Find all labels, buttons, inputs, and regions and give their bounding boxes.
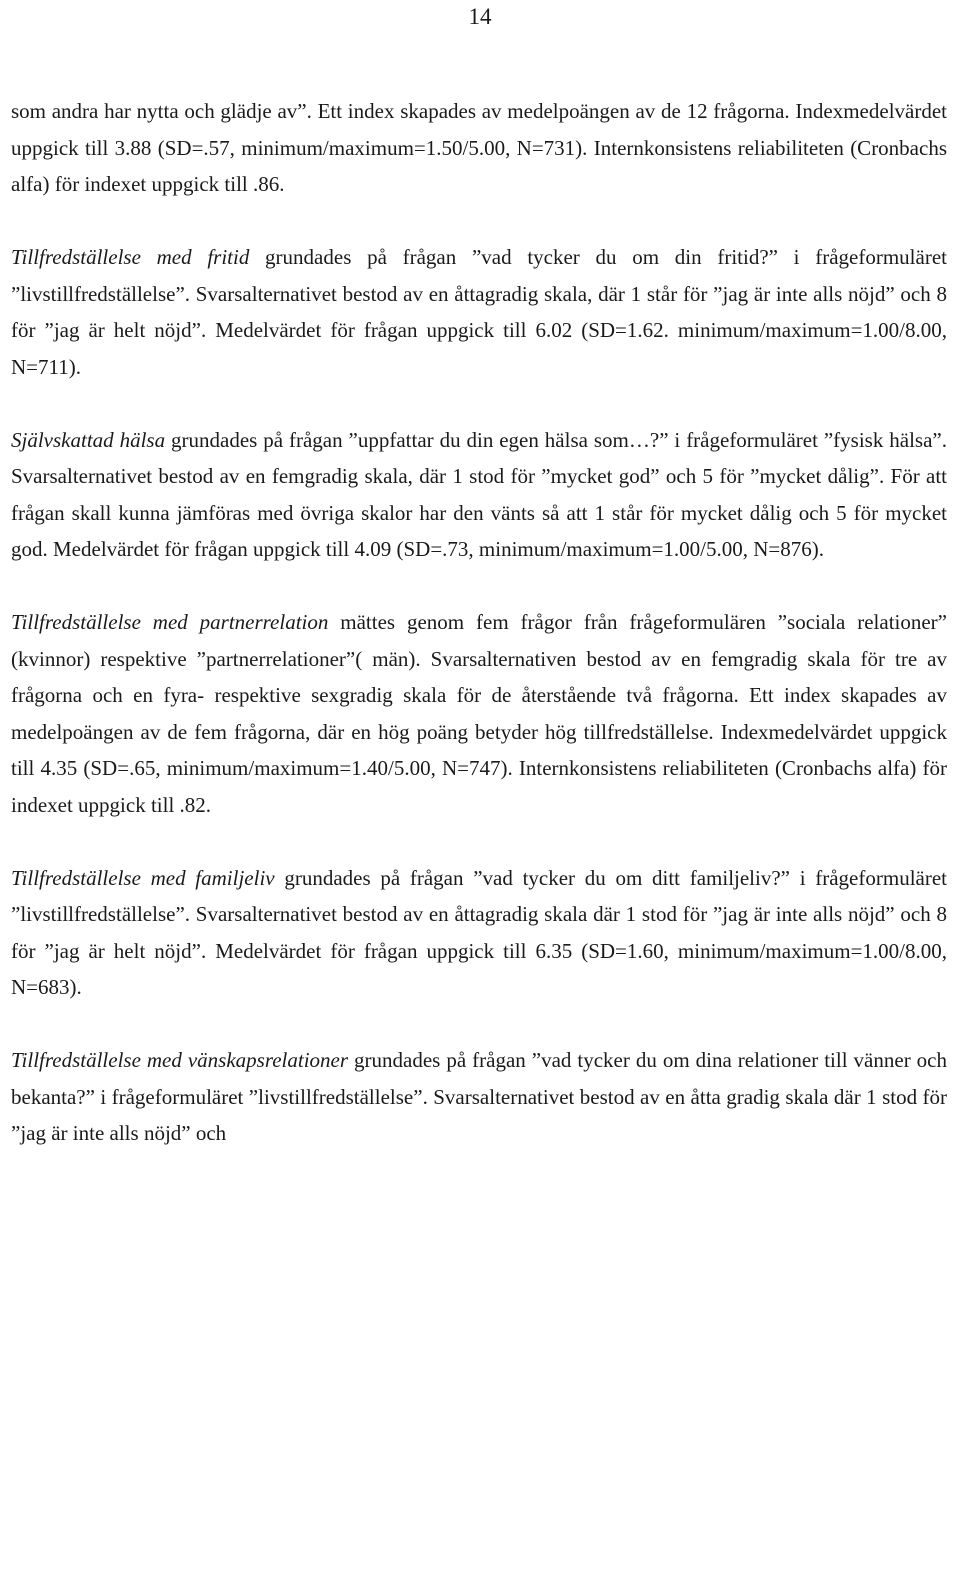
paragraph-gap <box>11 823 947 860</box>
paragraph-partnerrelation <box>11 604 947 823</box>
paragraph-text: som andra har nytta och glädje av”. Ett index skapades av medelpoängen av de 12 frågorna. Indexmedelvärdet uppgick till 3.88 (SD=.57, minimum/maximum=1.50/5.00, N=731). Internkonsistens reliabiliteten (Cronbachs alfa) för indexet uppgick till .86. <box>11 99 947 196</box>
paragraph-text: grundades på frågan ”vad tycker du om ditt familjeliv?” i frågeformuläret ”livstillfredställelse”. Svarsalternativet bestod av en åttagradig skala där 1 stod för ”jag är inte alls nöjd” och 8 för ”jag är helt nöjd”. Medelvärdet för frågan uppgick till 6.35 (SD=1.60, minimum/maximum=1.00/8.00, N=683). <box>11 865 948 999</box>
paragraph-vanskapsrelationer <box>11 1042 947 1152</box>
paragraph-familjeliv <box>11 860 947 1006</box>
paragraph-lead-term: Tillfredställelse med vänskapsrelationer <box>11 1048 349 1072</box>
paragraph-fritid <box>11 239 947 385</box>
paragraph-text: grundades på frågan ”vad tycker du om dina relationer till vänner och bekanta?” i frågeformuläret ”livstillfredställelse”. Svarsalternativet bestod av en åtta gradig skala där 1 stod för ”jag är inte alls nöjd” och <box>11 1048 947 1145</box>
paragraph-gap <box>11 385 947 422</box>
paragraph-lead-term: Tillfredställelse med familjeliv <box>11 865 275 890</box>
paragraph-gap <box>11 1006 947 1043</box>
paragraph-lead-term: Självskattad hälsa <box>11 427 166 452</box>
paragraph-lead-term: Tillfredställelse med partnerrelation <box>11 610 329 634</box>
paragraph-text: grundades på frågan ”vad tycker du om din fritid?” i frågeformuläret ”livstillfredställelse”. Svarsalternativet bestod av en åttagradig skala, där 1 står för ”jag är inte alls nöjd” och 8 för ”jag är helt nöjd”. Medelvärdet för frågan uppgick till 6.02 (SD=1.62. minimum/maximum=1.00/8.00, N=711). <box>11 245 947 379</box>
paragraph-gap <box>11 203 947 240</box>
paragraph-text: mättes genom fem frågor från frågeformulären ”sociala relationer” (kvinnor) respektive ”partnerrelationer”( män). Svarsalternativen bestod av en femgradig skala för tre av frågorna och en fyra- respektive sexgradig skala för de återstående två frågorna. Ett index skapades av medelpoängen av de fem frågorna, där en hög poäng betyder hög tillfredställelse. Indexmedelvärdet uppgick till 4.35 (SD=.65, minimum/maximum=1.40/5.00, N=747). Internkonsistens reliabiliteten (Cronbachs alfa) för indexet uppgick till .82. <box>11 610 947 817</box>
paragraph-halsa <box>11 422 947 568</box>
paragraph-text: grundades på frågan ”uppfattar du din egen hälsa som…?” i frågeformuläret ”fysisk hälsa”. Svarsalternativet bestod av en femgradig skala, där 1 stod för ”mycket god” och 5 för ”mycket dålig”. För att frågan skall kunna jämföras med övriga skalor har den vänts så att 1 står för mycket dålig och 5 för mycket god. Medelvärdet för frågan uppgick till 4.09 (SD=.73, minimum/maximum=1.00/5.00, N=876). <box>11 427 947 561</box>
page-number: 14 <box>468 4 492 29</box>
paragraph-lead-term: Tillfredställelse med fritid <box>11 245 250 269</box>
paragraph-gap <box>11 568 947 605</box>
document-body <box>11 93 947 1152</box>
paragraph-index-continuation <box>11 93 947 203</box>
